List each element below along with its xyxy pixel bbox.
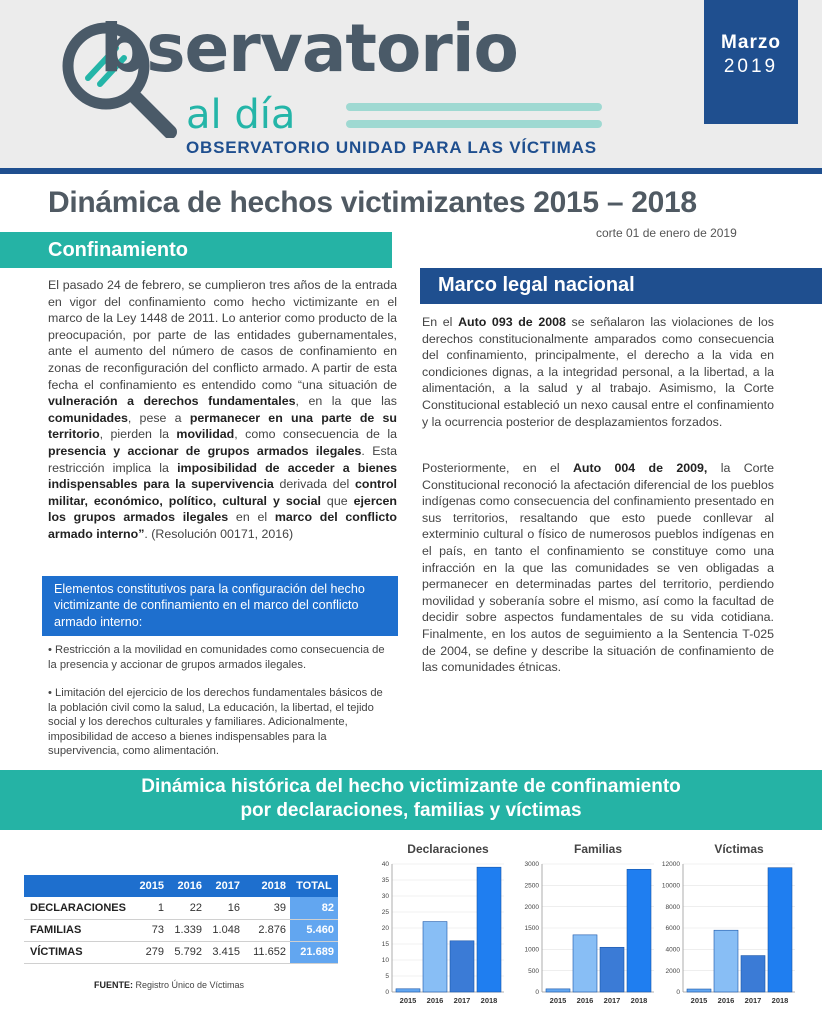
x-tick-label: 2018 xyxy=(630,996,648,1005)
marco-legal-heading: Marco legal nacional xyxy=(420,268,822,304)
bar-2015 xyxy=(546,989,570,992)
y-tick-label: 35 xyxy=(381,877,389,885)
y-tick-label: 8000 xyxy=(665,903,680,911)
table-total-cell: 5.460 xyxy=(290,919,338,941)
issue-year: 2019 xyxy=(723,56,779,77)
table-row-label: VÍCTIMAS xyxy=(24,941,130,963)
table-cell: 1 xyxy=(130,897,168,919)
x-tick-label: 2015 xyxy=(690,996,708,1005)
elementos-box: Elementos constitutivos para la configuración del hecho victimizante de confinamiento en el marco del conflicto armado interno: xyxy=(42,576,398,634)
page-title: Dinámica de hechos victimizantes 2015 – 2018 xyxy=(48,186,697,219)
confinamiento-body: El pasado 24 de febrero, se cumplieron tres años de la entrada en vigor del confinamiento como hecho victimizante en el marco de la Ley 1448 de 2011. Lo anterior como producto de la preocupación, por parte de las entidades gubernamentales, ante el aumento del número de casos de confinamiento en zonas de reconfiguración del conflicto armado. A partir de esta fecha el confinamiento es entendido como “una situación de vulneración a derechos fundamentales, en la que las comunidades, pese a permanecer en una parte de su territorio, pierden la movilidad, como consecuencia de la presencia y accionar de grupos armados ilegales. Esta restricción implica la imposibilidad de acceder a bienes indispensables para la supervivencia derivada del control militar, económico, político, cultural y social que ejercen los grupos armados ilegales en el marco del conflicto armado interno”. (Resolución 00171, 2016) xyxy=(48,278,398,541)
x-tick-label: 2016 xyxy=(717,996,735,1005)
issue-date-box xyxy=(704,0,798,124)
table-cell: 3.415 xyxy=(206,941,244,963)
bar-2018 xyxy=(627,869,651,992)
y-tick-label: 4000 xyxy=(665,946,680,954)
chart-familias-title: Familias xyxy=(573,842,623,856)
header-divider xyxy=(0,168,822,174)
table-total-cell: 82 xyxy=(290,897,338,919)
x-tick-label: 2017 xyxy=(603,996,621,1005)
table-cell: 279 xyxy=(130,941,168,963)
x-tick-label: 2015 xyxy=(549,996,567,1005)
y-tick-label: 30 xyxy=(381,893,389,901)
header xyxy=(0,0,822,168)
y-tick-label: 5 xyxy=(385,973,389,981)
bar-2016 xyxy=(573,935,597,992)
y-tick-label: 1500 xyxy=(524,925,539,933)
x-tick-label: 2016 xyxy=(576,996,594,1005)
bar-2018 xyxy=(768,868,792,992)
y-tick-label: 500 xyxy=(528,967,539,975)
table-header-cell: TOTAL xyxy=(290,875,338,897)
logo-decor-line xyxy=(346,103,602,111)
chart-section-banner xyxy=(0,770,822,830)
table-cell: 2.876 xyxy=(244,919,290,941)
table-cell: 16 xyxy=(206,897,244,919)
source-text: Registro Único de Víctimas xyxy=(135,980,245,990)
bullet-item: • Restricción a la movilidad en comunidades como consecuencia de la presencia y accionar de grupos armados ilegales. xyxy=(48,644,385,671)
table-total-cell: 21.689 xyxy=(290,941,338,963)
table-header-cell: 2018 xyxy=(244,875,290,897)
banner-line-1: Dinámica histórica del hecho victimizante de confinamiento xyxy=(141,776,681,797)
marco-paragraph-1: En el Auto 093 de 2008 se señalaron las violaciones de los derechos constitucionalmente amparados como consecuencia del confinamiento, principalmente, el derecho a la vida en condiciones dignas, a la integridad personal, a la libertad, a la alimentación, a la salud y al trabajo. Asimismo, la Corte Constitucional estableció un nexo causal entre el confinamiento y la ocurrencia posterior de desplazamientos forzados. xyxy=(422,315,774,429)
table-cell: 22 xyxy=(168,897,206,919)
y-tick-label: 2000 xyxy=(524,903,539,911)
bar-2018 xyxy=(477,867,501,992)
x-tick-label: 2016 xyxy=(426,996,444,1005)
chart-declaraciones-title: Declaraciones xyxy=(407,842,489,856)
y-tick-label: 0 xyxy=(535,989,539,997)
bar-2016 xyxy=(423,922,447,992)
confinamiento-heading: Confinamiento xyxy=(0,232,392,268)
chart-victimas-title: Víctimas xyxy=(714,842,764,856)
y-tick-label: 40 xyxy=(381,861,389,869)
table-cell: 5.792 xyxy=(168,941,206,963)
cut-date: corte 01 de enero de 2019 xyxy=(596,226,737,240)
banner-line-2: por declaraciones, familias y víctimas xyxy=(240,800,582,821)
x-tick-label: 2017 xyxy=(744,996,762,1005)
bar-2017 xyxy=(600,947,624,992)
bar-2015 xyxy=(396,989,420,992)
bar-2016 xyxy=(714,930,738,992)
x-tick-label: 2017 xyxy=(453,996,471,1005)
table-header-cell: 2015 xyxy=(130,875,168,897)
elementos-divider xyxy=(42,634,398,636)
bar-2017 xyxy=(450,941,474,992)
table-cell: 1.339 xyxy=(168,919,206,941)
table-cell: 1.048 xyxy=(206,919,244,941)
x-tick-label: 2018 xyxy=(480,996,498,1005)
table-cell: 11.652 xyxy=(244,941,290,963)
y-tick-label: 0 xyxy=(385,989,389,997)
issue-month: Marzo xyxy=(721,32,781,53)
bar-2017 xyxy=(741,956,765,992)
bar-2015 xyxy=(687,989,711,992)
logo-subtitle: al día xyxy=(186,92,296,138)
table-header-cell: 2017 xyxy=(206,875,244,897)
table-header-cell: 2016 xyxy=(168,875,206,897)
y-tick-label: 1000 xyxy=(524,946,539,954)
logo-title: bservatorio xyxy=(100,10,518,87)
y-tick-label: 0 xyxy=(676,989,680,997)
y-tick-label: 10 xyxy=(381,957,389,965)
y-tick-label: 3000 xyxy=(524,861,539,869)
table-cell: 73 xyxy=(130,919,168,941)
logo-decor-line xyxy=(346,120,602,128)
y-tick-label: 15 xyxy=(381,941,389,949)
table-cell: 39 xyxy=(244,897,290,919)
table-row-label: DECLARACIONES xyxy=(24,897,130,919)
marco-paragraph-2: Posteriormente, en el Auto 004 de 2009, la Corte Constitucional reconoció la afectación diferencial de los pueblos indígenas como consecuencia del confinamiento presentado en sus territorios, resaltando que esto puede conllevar al exterminio cultural o físico de numerosos pueblos indígenas en el país, en tanto el confinamiento se constituye como una infracción en la que las comunidades se ven obligadas a permanecer en determinadas partes del territorio, perdiendo movilidad y soberanía sobre el mismo, así como la facultad de decidir sobre aspectos fundamentales de su vida cotidiana. Finalmente, en los autos de seguimiento a la Sentencia T-025 de 2004, se define y describe la situación de confinamiento de las comunidades étnicas. xyxy=(422,461,775,675)
y-tick-label: 25 xyxy=(381,909,389,917)
y-tick-label: 2500 xyxy=(524,882,539,890)
bullet-item: • Limitación del ejercicio de los derechos fundamentales básicos de la población civil como la salud, La educación, la libertad, el tejido social y los derechos culturales y familiares. Adicionalmente, imposibilidad de acceso a bienes indispensables para la supervivencia, como alimentación. xyxy=(48,687,383,758)
y-tick-label: 12000 xyxy=(661,861,680,869)
x-tick-label: 2018 xyxy=(771,996,789,1005)
y-tick-label: 6000 xyxy=(665,925,680,933)
y-tick-label: 20 xyxy=(381,925,389,933)
table-row-label: FAMILIAS xyxy=(24,919,130,941)
source-label: FUENTE: xyxy=(94,980,133,990)
y-tick-label: 10000 xyxy=(661,882,680,890)
y-tick-label: 2000 xyxy=(665,967,680,975)
x-tick-label: 2015 xyxy=(399,996,417,1005)
logo-tagline: OBSERVATORIO UNIDAD PARA LAS VÍCTIMAS xyxy=(186,138,597,157)
bar-charts xyxy=(0,840,822,1020)
